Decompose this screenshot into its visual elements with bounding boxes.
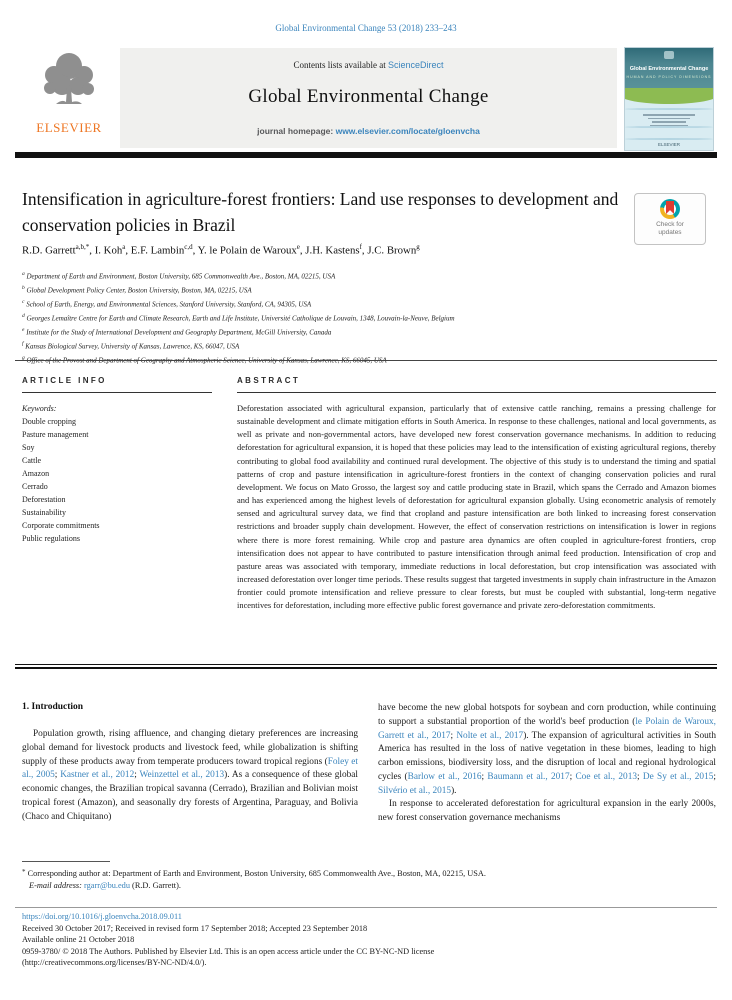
email-label: E-mail address: xyxy=(29,880,82,890)
keyword-item: Cerrado xyxy=(22,482,48,491)
citation-link[interactable]: Coe et al., 2013 xyxy=(575,771,637,782)
affiliation-line: $^c$ School of Earth, Energy, and Environmental Sciences, Stanford University, Stanford, CA, 94305, USA xyxy=(22,298,312,309)
citation-link[interactable]: Kastner et al., 2012 xyxy=(60,770,135,781)
bookmark-ribbon-icon xyxy=(666,201,674,214)
email-link[interactable]: rgarr@bu.edu xyxy=(84,880,130,890)
homepage-prefix: journal homepage: xyxy=(257,126,336,136)
homepage-url-link[interactable]: www.elsevier.com/locate/gloenvcha xyxy=(335,126,480,136)
cover-wave-line xyxy=(625,108,713,110)
article-info-rule xyxy=(22,392,212,393)
cover-subtitle: HUMAN AND POLICY DIMENSIONS xyxy=(626,75,712,79)
contents-line xyxy=(120,60,617,70)
copyright-line-2: (http://creativecommons.org/licenses/BY-NC-ND/4.0/). xyxy=(22,958,207,968)
author-name: R.D. Garrett xyxy=(22,244,76,257)
crossmark-icon xyxy=(660,199,680,219)
keyword-item: Deforestation xyxy=(22,495,66,504)
cover-logo-mark xyxy=(664,51,674,59)
article-footer xyxy=(22,911,716,969)
affiliation-line: $^g$ Office of the Provost and Department of Geography and Atmospheric Science, University of Kansas, Lawrence, KS, 66045, USA xyxy=(22,354,387,364)
affiliation-line: $^b$ Global Development Policy Center, Boston University, Boston, MA, 02215, USA xyxy=(22,284,252,295)
citation-link[interactable]: De Sy et al., 2015 xyxy=(642,771,714,782)
keywords-block xyxy=(22,402,212,545)
keyword-item: Pasture management xyxy=(22,430,89,439)
homepage-line xyxy=(120,126,617,136)
citation-link[interactable]: Silvério et al., 2015 xyxy=(378,785,452,796)
citation-link[interactable]: Baumann et al., 2017 xyxy=(487,771,570,782)
contents-prefix: Contents lists available at xyxy=(293,60,388,70)
footnote-rule xyxy=(22,861,110,862)
check-for-updates-badge[interactable] xyxy=(634,193,706,245)
citation-link[interactable]: Foley et al., 2005 xyxy=(22,756,359,781)
citation-link[interactable]: Weinzettel et al., 2013 xyxy=(139,770,225,781)
sciencedirect-link[interactable]: ScienceDirect xyxy=(387,60,444,70)
masthead xyxy=(15,48,717,149)
check-updates-label: Check for updates xyxy=(656,221,684,236)
author-name: E.F. Lambin xyxy=(130,244,185,257)
elsevier-wordmark: ELSEVIER xyxy=(36,120,102,135)
author-name: I. Koh xyxy=(94,244,123,257)
abstract-column xyxy=(237,376,716,613)
corresponding-line: * Corresponding author at: Department of Earth and Environment, Boston University, 685 Commonwealth Ave., Boston, MA, 02215, USA. xyxy=(22,868,486,878)
paper-title: Intensification in agriculture-forest frontiers: Land use responses to development and conservation policies in Brazil xyxy=(22,189,619,235)
abstract-bottom-divider xyxy=(15,664,717,669)
article-info-heading: ARTICLE INFO xyxy=(22,376,107,385)
citation-link[interactable]: Nolte et al., 2017 xyxy=(456,730,524,741)
footnote-star: * xyxy=(22,868,26,876)
elsevier-tree-icon xyxy=(38,50,100,122)
author-name: J.H. Kastens xyxy=(305,244,360,257)
citation-link[interactable]: Barlow et al., 2016 xyxy=(407,771,482,782)
author-list: R.D. Garrett$^{a,b,*}$, I. Koh$^a$, E.F. Lambin$^{c,d}$, Y. le Polain de Waroux$^e$, J.H. Kastens$^f$, J.C. Brown$^g$ xyxy=(22,243,420,257)
keyword-item: Soy xyxy=(22,443,35,452)
intro-right-column xyxy=(378,702,716,826)
copyright-line-1: 0959-3780/ © 2018 The Authors. Published by Elsevier Ltd. This is an open access article under the CC BY-NC-ND license xyxy=(22,946,435,956)
keyword-item: Double cropping xyxy=(22,417,76,426)
article-info-column xyxy=(22,376,212,545)
author-name: J.C. Brown xyxy=(367,244,417,257)
affiliation-line: $^e$ Institute for the Study of International Development and Geography Department, McGill University, Canada xyxy=(22,326,332,337)
keyword-item: Corporate commitments xyxy=(22,521,100,530)
body-paragraph: Population growth, rising affluence, and changing dietary preferences are increasing global demand for livestock products and livestock feed, while globalization is shifting supply of these products away from temperate producers toward tropical regions (Foley et al., 2005; Kastner et al., 2012; Weinzettel et al., 2013). As a consequence of these global economic changes, the Brazilian tropical savanna (Cerrado), Brazilian and Bolivian moist tropical forest (Amazon), and seasonally dry forests of Argentina, Paraguay, and Bolivia (Chaco and Chiquitano) xyxy=(22,729,359,822)
author-name: Y. le Polain de Waroux xyxy=(197,244,297,257)
intro-left-column xyxy=(22,702,358,824)
keywords-label: Keywords: xyxy=(22,404,57,413)
cover-wave-line xyxy=(625,126,713,128)
citation-link[interactable]: le Polain de Waroux, Garrett et al., 2017 xyxy=(378,716,716,741)
keyword-item: Sustainability xyxy=(22,508,66,517)
section-divider xyxy=(15,360,717,361)
introduction-heading: 1. Introduction xyxy=(22,702,84,712)
keyword-item: Cattle xyxy=(22,456,42,465)
body-paragraph: In response to accelerated deforestation for agricultural expansion in the early 2000s, new forest conservation governance mechanisms xyxy=(378,799,716,823)
journal-citation-header[interactable]: Global Environmental Change 53 (2018) 233–243 xyxy=(275,23,457,33)
journal-cover-thumbnail xyxy=(624,47,714,151)
affiliation-line: $^d$ Georges Lemaître Centre for Earth and Climate Research, Earth and Life Institute, Université Catholique de Louvain, 1348, Louvain-la-Neuve, Belgium xyxy=(22,312,455,323)
cover-wave-line xyxy=(625,138,713,140)
doi-link[interactable]: https://doi.org/10.1016/j.gloenvcha.2018.09.011 xyxy=(22,912,182,921)
cover-publisher: ELSEVIER xyxy=(657,142,680,147)
masthead-banner xyxy=(120,48,617,148)
abstract-text: Deforestation associated with agricultural expansion, particularly that of extensive cattle ranching, remains a pressing challenge for sustainable development and climate mitigation efforts in South America. In response to these challenges, national and local governments, as well as private and non-governmental actors, have developed new forest conservation governance mechanisms. In addition to reducing deforestation for agricultural expansion, it is hoped that these policies may lead to the intensification of existing agricultural regions, thereby contributing to global food availability and continued rural development. The objective of this study is to understand the timing and spatial patterns of crop and pasture intensification in agriculture-forest frontiers in the context of changing conservation policies and rural development. We focus on Mato Grosso, the largest soy and cattle producing state in Brazil, which spans the Cerrado and Amazon biomes and has experienced among the highest levels of deforestation for agricultural expansion globally. Using econometric analysis of remotely sensed and agricultural survey data, we find that cropland and pasture intensification are both linked to increasing forest conservation restrictions and broader supply chain development. However, the effect of conservation restrictions on intensification is lower in regions where there is more forest remaining. While crop and pasture area dynamics are often coupled in agriculture-forest frontiers, crop intensification does not appear to have contributed to pasture intensification through animal feed production. Intensification of crop and pasture areas was associated with temporary, immediate reductions in local deforestation, but crop intensification was associated with increased deforestation over longer time periods. These results suggest that targeted investments in supply chain infrastructure in the Amazon frontier could promote intensification and relieve pressure to clear forests, but must be coupled with substantial, long-term negative incentives for deforestation, including more effective public forest governance and private zero-deforestation commitments. xyxy=(237,403,716,611)
affiliation-line: $^f$ Kansas Biological Survey, University of Kansas, Lawrence, KS, 66047, USA xyxy=(22,340,240,350)
masthead-divider-bar xyxy=(15,152,717,158)
keyword-item: Public regulations xyxy=(22,534,80,543)
abstract-heading: ABSTRACT xyxy=(237,376,301,385)
cover-title: Global Environmental Change xyxy=(629,66,709,72)
abstract-rule xyxy=(237,392,716,393)
cover-green-band xyxy=(624,88,714,104)
affiliation-line: $^a$ Department of Earth and Environment, Boston University, 685 Commonwealth Ave., Boston, MA, 02215, USA xyxy=(22,271,336,281)
keywords-list xyxy=(22,415,212,545)
intro-left-paragraphs xyxy=(22,728,358,824)
body-paragraph: have become the new global hotspots for soybean and corn production, while continuing to support a substantial proportion of the world's beef production (le Polain de Waroux, Garrett et al., 2017; Nolte et al., 2017). The expansion of agricultural activities in South America has resulted in the loss of native vegetation in these biomes, leading to high carbon emissions, biodiversity loss, and the disruption of local and regional hydrological cycles (Barlow et al., 2016; Baumann et al., 2017; Coe et al., 2013; De Sy et al., 2015; Silvério et al., 2015). xyxy=(378,703,716,796)
keyword-item: Amazon xyxy=(22,469,50,478)
email-line: E-mail address: rgarr@bu.edu (R.D. Garrett). xyxy=(29,880,181,890)
cover-text-block xyxy=(643,114,695,126)
available-online: Available online 21 October 2018 xyxy=(22,935,135,945)
elsevier-logo xyxy=(23,50,115,148)
footer-divider xyxy=(15,907,717,908)
received-dates: Received 30 October 2017; Received in revised form 17 September 2018; Accepted 23 September 2018 xyxy=(22,923,368,933)
corresponding-author-footnote xyxy=(22,867,716,892)
affiliation-list xyxy=(22,269,702,366)
journal-name: Global Environmental Change xyxy=(248,86,489,107)
